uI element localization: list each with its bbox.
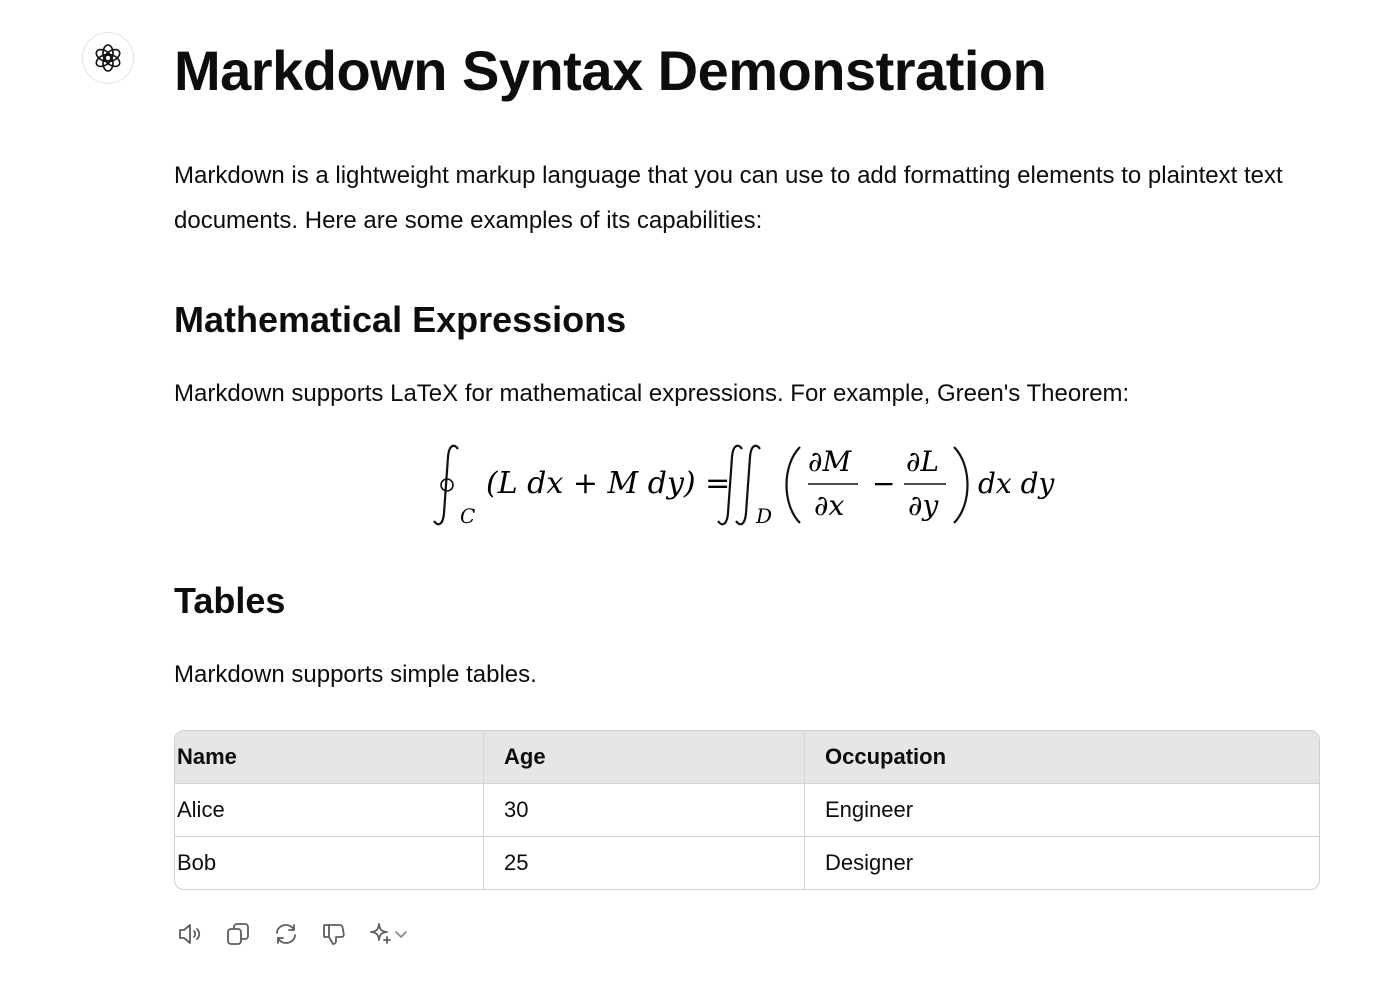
speaker-icon [177, 921, 203, 947]
frac1-denominator: ∂x [814, 489, 845, 522]
openai-logo-icon [93, 43, 123, 73]
table-row [175, 784, 1319, 837]
column-header-age: Age [484, 731, 805, 784]
right-paren [954, 447, 968, 523]
read-aloud-button[interactable] [174, 918, 206, 950]
left-paren [787, 447, 801, 523]
math-paragraph: Markdown supports LaTeX for mathematical expressions. For example, Green's Theorem: [174, 380, 1130, 407]
cell-occupation: Designer [825, 850, 914, 875]
regenerate-icon [273, 921, 299, 947]
contour-integral-sign [434, 446, 458, 525]
frac2-numerator: ∂L [906, 445, 940, 478]
thumbs-down-button[interactable] [318, 918, 350, 950]
regenerate-button[interactable] [270, 918, 302, 950]
copy-icon [225, 921, 251, 947]
cell-age: 30 [484, 784, 805, 837]
math-heading: Mathematical Expressions [174, 299, 627, 340]
cell-age: 25 [484, 837, 805, 890]
tables-paragraph: Markdown supports simple tables. [174, 661, 537, 688]
table-row [175, 837, 1319, 890]
table-header-row [175, 731, 1319, 784]
model-switch-button[interactable] [366, 918, 410, 950]
thumbs-down-icon [321, 921, 347, 947]
frac1-numerator: ∂M [808, 445, 852, 478]
page-title: Markdown Syntax Demonstration [174, 39, 1047, 102]
data-table [174, 730, 1320, 890]
sparkle-icon [367, 921, 393, 947]
minus-sign: − [872, 467, 896, 500]
copy-button[interactable] [222, 918, 254, 950]
tables-heading: Tables [174, 580, 286, 621]
column-header-name: Name [175, 731, 484, 784]
intro-paragraph: Markdown is a lightweight markup language that you can use to add formatting elements to plaintext text documents. Here are some examples of its capabilities: [174, 162, 1283, 234]
frac2-denominator: ∂y [908, 489, 939, 522]
cell-name: Bob [175, 837, 484, 890]
chevron-down-icon [393, 926, 409, 942]
lhs-body: (L dx + M dy) = [486, 466, 731, 501]
message-actions-bar [174, 918, 426, 950]
assistant-avatar [82, 32, 134, 84]
cell-name: Alice [175, 784, 484, 837]
column-header-occupation: Occupation [805, 731, 1320, 784]
rhs-subscript: D [756, 504, 773, 528]
lhs-subscript: C [460, 504, 476, 528]
cell-occupation: Engineer [805, 784, 1320, 837]
formula-tail: dx dy [978, 467, 1055, 500]
greens-theorem-formula [414, 435, 1094, 535]
